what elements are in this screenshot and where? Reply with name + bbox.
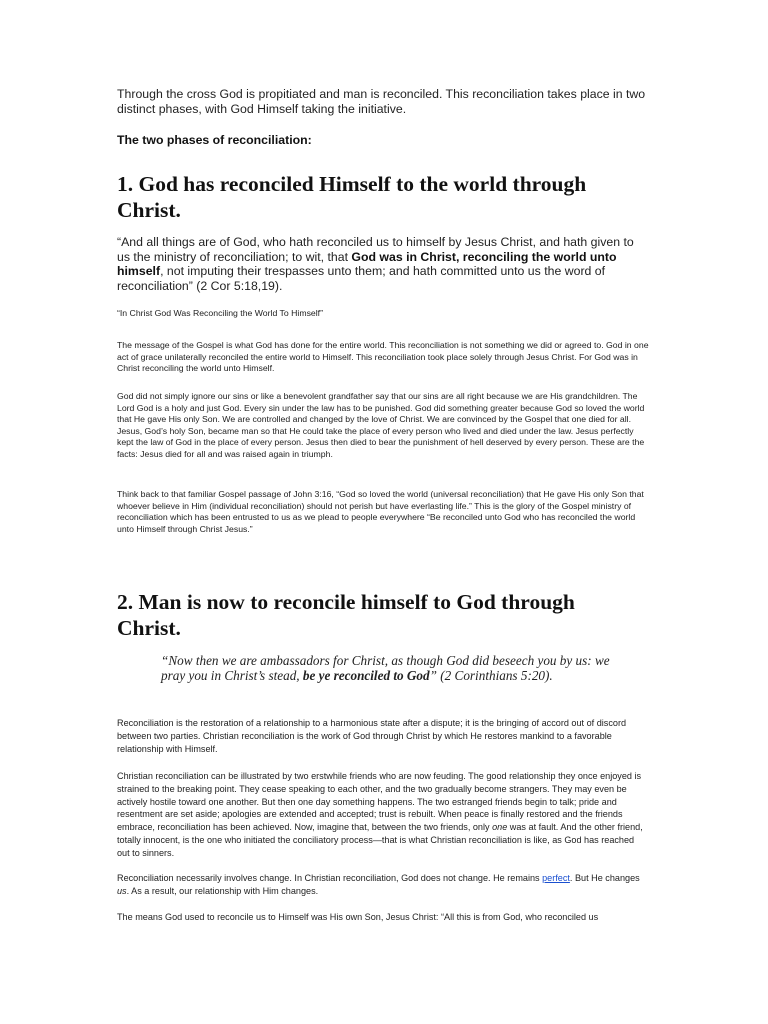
quote-two-text-start: “Now then we are ambassadors for Christ, as though God did beseech you by us: we pray you in Christ’s stead,	[161, 653, 610, 683]
heading-phase-two: 2. Man is now to reconcile himself to God through Christ.	[117, 590, 575, 640]
quote-one-bold: God was in Christ, reconciling the world unto himself	[117, 249, 617, 279]
paragraph-means: The means God used to reconcile us to Himself was His own Son, Jesus Christ: “All this is from God, who reconciled us	[117, 912, 599, 922]
paragraph-gospel-message: The message of the Gospel is what God has done for the entire world. This reconciliation is not something we did or agreed to. God in one act of grace unilaterally reconciled the entire world to Himself. This reconciliation took place solely through Jesus Christ. For God was in Christ reconciling the world unto Himself.	[117, 340, 649, 374]
quote-two-bold: be ye reconciled to God	[302, 667, 430, 683]
illustration-text-start: Christian reconciliation can be illustrated by two erstwhile friends who are now feuding. The good relationship they once enjoyed is strained to the breaking point. They cease speaking to each other, and the two gradually become strangers. They may even be actively hostile toward one another. But then one day something happens. The two estranged friends begin to talk; pride and resentment are set aside; apologies are extended and accepted; trust is rebuilt. When peace is finally restored and the friends embrace, reconciliation has been achieved. Now, imagine that, between the two friends, only	[117, 771, 642, 833]
paragraph-john-3-16: Think back to that familiar Gospel passage of John 3:16, “God so loved the world (universal reconciliation) that He gave His only Son that whoever believe in Him (individual reconciliation) should not perish but have everlasting life.” This is the glory of the Gospel ministry of reconciliation which has been entrusted to us as we plead to people everywhere “Be reconciled unto God who has reconciled the world unto Himself through Christ Jesus.”	[117, 489, 644, 534]
change-text-end: . As a result, our relationship with Him changes.	[126, 885, 319, 896]
heading-phase-one: 1. God has reconciled Himself to the world through Christ.	[117, 172, 587, 222]
paragraph-change	[117, 872, 649, 898]
change-text-middle: . But He changes	[569, 873, 640, 883]
subheading: The two phases of reconciliation:	[117, 133, 312, 147]
paragraph-sins: God did not simply ignore our sins or like a benevolent grandfather say that our sins are all right because we are His grandchildren. The Lord God is a holy and just God. Every sin under the law has to be punished. God did something greater because God so loved the world that He gave His only Son. We are controlled and changed by the love of Christ. We are convinced by the Gospel that one died for all. Jesus, God’s holy Son, became man so that He could take the place of every person who lived and died under the law. Jesus perfectly kept the law of God in the place of every person. Jesus then died to bear the punishment of hell deserved by every person. These are the facts: Jesus died for all and was raised again in triumph.	[117, 391, 645, 459]
illustration-italic: one	[492, 822, 508, 833]
paragraph-definition: Reconciliation is the restoration of a relationship to a harmonious state after a dispute; it is the bringing of accord out of discord between two parties. Christian reconciliation is the work of God through Christ by which He restores mankind to a favorable relationship with Himself.	[117, 718, 627, 754]
quote-one-text-start: “And all things are of God, who hath reconciled us to himself by Jesus Christ, and hath given to us the ministry of reconciliation; to wit, that	[117, 235, 634, 264]
change-text-start: Reconciliation necessarily involves change. In Christian reconciliation, God does not change. He remains	[117, 873, 543, 883]
scripture-quote-one	[117, 235, 649, 293]
paragraph-illustration	[117, 770, 649, 860]
quote-two-text-end: ” (2 Corinthians 5:20).	[429, 667, 553, 683]
quote-one-text-end: , not imputing their trespasses unto them; and hath committed unto us the word of reconciliation” (2 Cor 5:18,19).	[117, 264, 606, 293]
intro-paragraph: Through the cross God is propitiated and man is reconciled. This reconciliation takes place in two distinct phases, with God Himself taking the initiative.	[117, 87, 646, 116]
perfect-link[interactable]: perfect	[542, 873, 570, 883]
illustration-text-end: was at fault. And the other friend, totally innocent, is the one who initiated the conciliatory process—that is what Christian reconciliation is like, as God has reached out to sinners.	[117, 822, 643, 858]
scripture-quote-two	[161, 654, 621, 684]
tagline: “In Christ God Was Reconciling the World To Himself”	[117, 308, 323, 318]
change-italic: us	[117, 885, 127, 896]
